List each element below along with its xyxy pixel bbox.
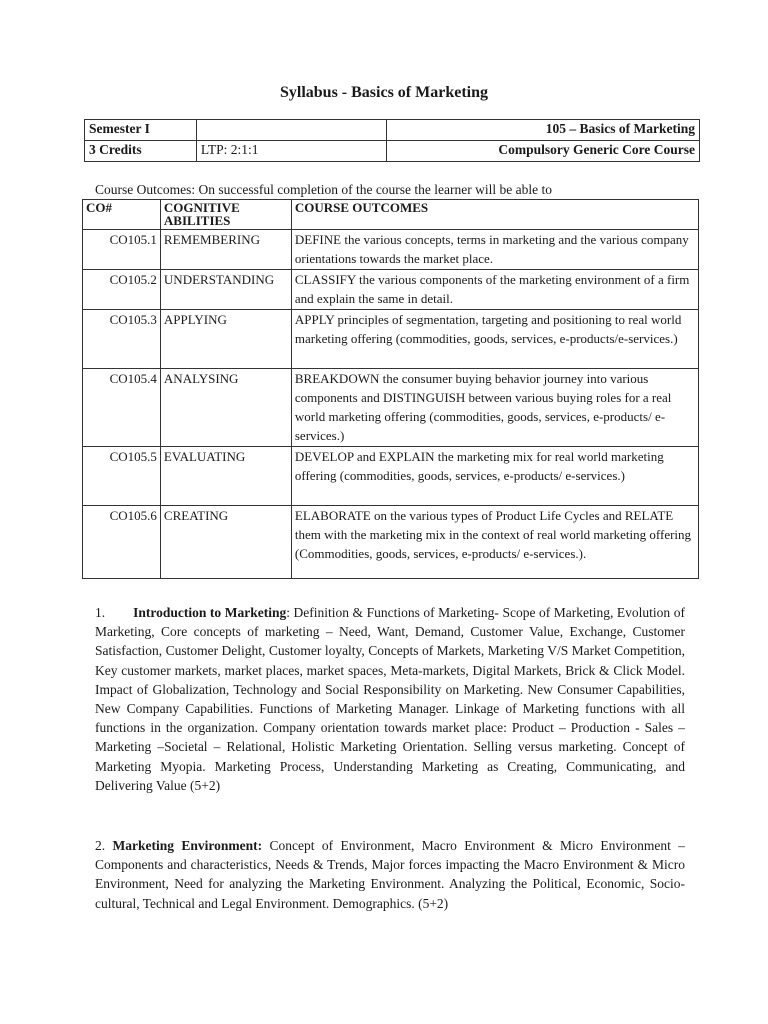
co-outcome: DEFINE the various concepts, terms in marketing and the various company orientations towards the market place. xyxy=(291,230,698,270)
header-co: CO# xyxy=(83,200,161,230)
unit-body: Concept of Environment, Macro Environment & Micro Environment – Components and characteristics, Needs & Trends, Major forces impacting the Macro Environment & Micro Environment, Need for analyzing the Marketing Environment. Analyzing the Political, Economic, Socio-cultural, Technical and Legal Environment. Demographics. (5+2) xyxy=(95,838,686,911)
co-number: CO105.5 xyxy=(83,447,161,506)
co-outcome: ELABORATE on the various types of Product Life Cycles and RELATE them with the marketing mix in the context of real world marketing offering (Commodities, goods, services, e-products/ e-services.). xyxy=(291,506,698,579)
co-outcome: CLASSIFY the various components of the marketing environment of a firm and explain the same in detail. xyxy=(291,270,698,310)
unit-1-paragraph xyxy=(95,603,685,795)
table-row xyxy=(83,310,699,369)
empty-cell xyxy=(196,120,386,141)
co-outcome: APPLY principles of segmentation, targeting and positioning to real world marketing offering (commodities, goods, services, e-products/e-services.) xyxy=(291,310,698,369)
table-row xyxy=(83,447,699,506)
credits-cell: 3 Credits xyxy=(85,141,197,162)
table-header-row xyxy=(83,200,699,230)
course-info-row xyxy=(85,141,700,162)
table-row xyxy=(83,270,699,310)
co-number: CO105.3 xyxy=(83,310,161,369)
co-ability: CREATING xyxy=(160,506,291,579)
table-row xyxy=(83,369,699,447)
course-info-table xyxy=(84,119,700,162)
co-number: CO105.2 xyxy=(83,270,161,310)
unit-heading: Marketing Environment: xyxy=(112,838,263,853)
co-number: CO105.6 xyxy=(83,506,161,579)
co-ability: APPLYING xyxy=(160,310,291,369)
header-outcome: COURSE OUTCOMES xyxy=(291,200,698,230)
co-ability: ANALYSING xyxy=(160,369,291,447)
co-number: CO105.1 xyxy=(83,230,161,270)
header-ability: COGNITIVE ABILITIES xyxy=(160,200,291,230)
course-code-cell: 105 – Basics of Marketing xyxy=(386,120,699,141)
co-outcome: BREAKDOWN the consumer buying behavior journey into various components and DISTINGUISH between various buying roles for a real world marketing offering (commodities, goods, services, e-products/ e-services.) xyxy=(291,369,698,447)
outcomes-intro: Course Outcomes: On successful completion of the course the learner will be able to xyxy=(95,182,552,197)
co-outcome: DEVELOP and EXPLAIN the marketing mix for real world marketing offering (commodities, goods, services, e-products/ e-services.) xyxy=(291,447,698,506)
course-type-cell: Compulsory Generic Core Course xyxy=(386,141,699,162)
page-title: Syllabus - Basics of Marketing xyxy=(279,84,488,101)
co-number: CO105.4 xyxy=(83,369,161,447)
co-ability: REMEMBERING xyxy=(160,230,291,270)
table-row xyxy=(83,506,699,579)
ltp-cell: LTP: 2:1:1 xyxy=(196,141,386,162)
unit-number: 1. xyxy=(95,605,106,620)
unit-body: : Definition & Functions of Marketing- Scope of Marketing, Evolution of Marketing, Core concepts of marketing – Need, Want, Demand, Customer Value, Exchange, Customer Satisfaction, Customer Delight, Customer loyalty, Concepts of Markets, Marketing V/S Market Competition, Key customer markets, market places, market spaces, Meta-markets, Digital Markets, Brick & Click Model. Impact of Globalization, Technology and Social Responsibility on Marketing. New Consumer Capabilities, New Company Capabilities. Functions of Marketing Manager. Linkage of Marketing functions with all functions in the organization. Company orientation towards market place: Product – Production - Sales – Marketing –Societal – Relational, Holistic Marketing Orientation. Selling versus marketing. Concept of Marketing Myopia. Marketing Process, Understanding Marketing as Creating, Communicating, and Delivering Value (5+2) xyxy=(95,605,685,793)
co-ability: EVALUATING xyxy=(160,447,291,506)
unit-2-paragraph xyxy=(95,836,685,913)
course-outcomes-table xyxy=(82,199,699,579)
unit-heading: Introduction to Marketing xyxy=(133,605,287,620)
co-ability: UNDERSTANDING xyxy=(160,270,291,310)
semester-cell: Semester I xyxy=(85,120,197,141)
course-info-row xyxy=(85,120,700,141)
table-row xyxy=(83,230,699,270)
unit-number: 2. xyxy=(95,838,106,853)
